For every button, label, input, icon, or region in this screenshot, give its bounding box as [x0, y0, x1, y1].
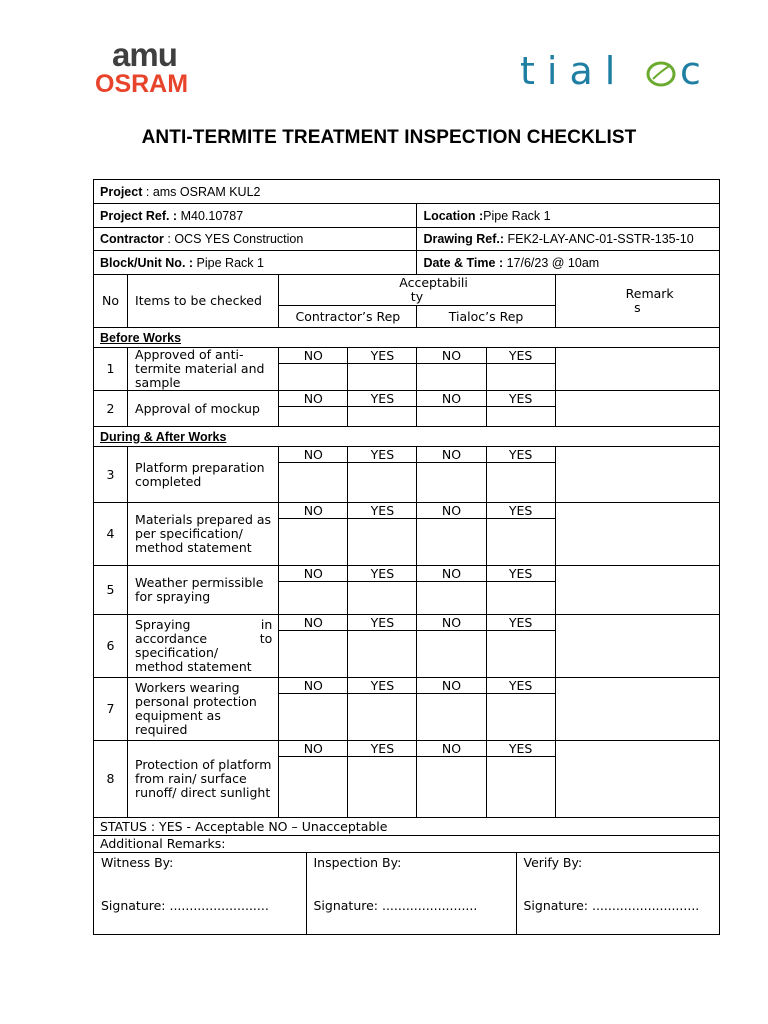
tialoc-no-option[interactable]: NO — [417, 348, 486, 364]
tialoc-no-option[interactable]: NO — [417, 391, 486, 407]
status-row — [94, 818, 720, 836]
item-row — [94, 348, 720, 364]
item-row — [94, 447, 720, 463]
section-before-works: Before Works — [94, 328, 720, 348]
project-ref-value: M40.10787 — [180, 208, 244, 223]
tialoc-no-option[interactable]: NO — [417, 447, 486, 463]
ams-logo-text: amu — [112, 36, 177, 73]
header-items: Items to be checked — [128, 275, 279, 328]
tialoc-logo-end: c — [680, 49, 701, 93]
inspection-signature-field[interactable]: Signature: ........................ — [313, 898, 478, 913]
tialoc-yes-check[interactable] — [486, 631, 555, 678]
ams-osram-logo — [95, 38, 225, 100]
item-row — [94, 678, 720, 694]
remarks-cell[interactable] — [555, 678, 719, 741]
tialoc-yes-check[interactable] — [486, 463, 555, 503]
item-text: Materials prepared as per specification/ method statement — [128, 503, 279, 566]
contractor-no-option[interactable]: NO — [279, 503, 348, 519]
contractor-value: : OCS YES Construction — [167, 232, 304, 246]
inspection-checklist-table — [93, 179, 720, 935]
contractor-yes-check[interactable] — [348, 582, 417, 615]
contractor-no-check[interactable] — [279, 757, 348, 818]
contractor-yes-check[interactable] — [348, 757, 417, 818]
signature-row — [94, 853, 720, 935]
header-no: No — [94, 275, 128, 328]
leaf-icon — [645, 59, 677, 87]
osram-logo-text: OSRAM — [95, 70, 189, 98]
item-text: Approved of anti-termite material and sample — [128, 348, 279, 391]
project-row — [94, 180, 720, 204]
contractor-no-option[interactable]: NO — [279, 615, 348, 631]
contractor-label: Contractor — [100, 232, 164, 246]
item-text-line: method statement — [135, 659, 252, 674]
project-ref-label: Project Ref. : — [100, 208, 178, 223]
verify-block[interactable] — [516, 853, 721, 934]
tialoc-no-option[interactable]: NO — [417, 678, 486, 694]
witness-signature-field[interactable]: Signature: ......................... — [101, 898, 269, 913]
project-label: Project — [100, 184, 143, 199]
contractor-yes-option[interactable]: YES — [348, 741, 417, 757]
remarks-cell[interactable] — [555, 391, 719, 427]
location-value: Pipe Rack 1 — [483, 208, 551, 223]
tialoc-yes-option[interactable]: YES — [486, 678, 555, 694]
tialoc-no-option[interactable]: NO — [417, 615, 486, 631]
tialoc-no-check[interactable] — [417, 463, 486, 503]
column-header-row — [94, 275, 720, 306]
item-text: Platform preparation completed — [128, 447, 279, 503]
additional-remarks-label[interactable]: Additional Remarks: — [94, 836, 720, 853]
verify-signature-field[interactable]: Signature: ........................... — [523, 898, 700, 913]
tialoc-no-check[interactable] — [417, 407, 486, 427]
block-value: Pipe Rack 1 — [196, 255, 264, 270]
item-number: 7 — [94, 678, 128, 741]
item-text-line: Spraying in — [135, 617, 273, 632]
contractor-no-option[interactable]: NO — [279, 391, 348, 407]
header-contractor-rep: Contractor’s Rep — [279, 306, 417, 328]
tialoc-no-check[interactable] — [417, 757, 486, 818]
contractor-no-option[interactable]: NO — [279, 447, 348, 463]
contractor-yes-option[interactable]: YES — [348, 348, 417, 364]
drawing-ref-cell — [417, 228, 720, 251]
contractor-no-option[interactable]: NO — [279, 678, 348, 694]
tialoc-yes-option[interactable]: YES — [486, 503, 555, 519]
item-text-line: accordance to — [135, 631, 273, 646]
signature-table — [94, 853, 721, 934]
contractor-yes-option[interactable]: YES — [348, 615, 417, 631]
section-during-after-works: During & After Works — [94, 427, 720, 447]
item-number: 6 — [94, 615, 128, 678]
tialoc-yes-check[interactable] — [486, 407, 555, 427]
item-number: 3 — [94, 447, 128, 503]
item-row — [94, 566, 720, 582]
location-cell — [417, 204, 720, 228]
block-cell — [94, 251, 417, 275]
verify-label: Verify By: — [523, 855, 583, 870]
additional-remarks-row — [94, 836, 720, 853]
project-cell — [94, 180, 720, 204]
contractor-no-option[interactable]: NO — [279, 566, 348, 582]
tialoc-no-option[interactable]: NO — [417, 503, 486, 519]
contractor-cell — [94, 228, 417, 251]
remarks-cell[interactable] — [555, 566, 719, 615]
drawing-ref-value: FEK2-LAY-ANC-01-SSTR-135-10 — [507, 232, 694, 246]
tialoc-no-check[interactable] — [417, 694, 486, 741]
section-before-row — [94, 328, 720, 348]
header-acceptability: Acceptabili ty — [279, 275, 555, 306]
witness-label: Witness By: — [101, 855, 174, 870]
contractor-yes-check[interactable] — [348, 519, 417, 566]
contractor-no-check[interactable] — [279, 407, 348, 427]
item-number: 5 — [94, 566, 128, 615]
item-text: Weather permissible for spraying — [128, 566, 279, 615]
drawing-ref-label: Drawing Ref.: — [423, 232, 505, 246]
tialoc-no-check[interactable] — [417, 519, 486, 566]
item-row — [94, 741, 720, 757]
project-value: : ams OSRAM KUL2 — [145, 184, 261, 199]
remarks-cell[interactable] — [555, 447, 719, 503]
contractor-yes-check[interactable] — [348, 407, 417, 427]
tialoc-yes-option[interactable]: YES — [486, 566, 555, 582]
contractor-no-check[interactable] — [279, 631, 348, 678]
item-row — [94, 503, 720, 519]
remarks-cell[interactable] — [555, 348, 719, 391]
date-cell — [417, 251, 720, 275]
inspection-block[interactable] — [306, 853, 516, 934]
contractor-yes-check[interactable] — [348, 463, 417, 503]
section-during-row — [94, 427, 720, 447]
page-title: ANTI-TERMITE TREATMENT INSPECTION CHECKLIST — [141, 127, 637, 148]
tialoc-yes-check[interactable] — [486, 582, 555, 615]
block-label: Block/Unit No. : — [100, 255, 194, 270]
item-text — [128, 615, 279, 678]
tialoc-yes-check[interactable] — [486, 519, 555, 566]
contractor-no-check[interactable] — [279, 582, 348, 615]
witness-block[interactable] — [94, 853, 306, 934]
header-tialoc-rep: Tialoc’s Rep — [417, 306, 555, 328]
tialoc-logo — [520, 48, 710, 96]
contractor-no-check[interactable] — [279, 519, 348, 566]
signature-container — [94, 853, 720, 935]
contractor-yes-check[interactable] — [348, 694, 417, 741]
item-text: Approval of mockup — [128, 391, 279, 427]
item-number: 8 — [94, 741, 128, 818]
contractor-row — [94, 228, 720, 251]
tialoc-no-check[interactable] — [417, 582, 486, 615]
remarks-cell[interactable] — [555, 503, 719, 566]
tialoc-yes-check[interactable] — [486, 757, 555, 818]
tialoc-yes-option[interactable]: YES — [486, 615, 555, 631]
contractor-no-check[interactable] — [279, 463, 348, 503]
project-ref-cell — [94, 204, 417, 228]
project-ref-row — [94, 204, 720, 228]
item-text: Protection of platform from rain/ surface runoff/ direct sunlight — [128, 741, 279, 818]
remarks-cell[interactable] — [555, 615, 719, 678]
date-value: 17/6/23 @ 10am — [506, 255, 600, 270]
item-row — [94, 391, 720, 407]
contractor-no-check[interactable] — [279, 694, 348, 741]
contractor-yes-check[interactable] — [348, 631, 417, 678]
tialoc-yes-option[interactable]: YES — [486, 741, 555, 757]
contractor-no-option[interactable]: NO — [279, 348, 348, 364]
status-legend: STATUS : YES - Acceptable NO – Unacceptable — [94, 818, 720, 836]
tialoc-yes-option[interactable]: YES — [486, 391, 555, 407]
item-number: 2 — [94, 391, 128, 427]
inspection-label: Inspection By: — [313, 855, 402, 870]
tialoc-yes-check[interactable] — [486, 364, 555, 391]
tialoc-no-option[interactable]: NO — [417, 566, 486, 582]
contractor-yes-option[interactable]: YES — [348, 447, 417, 463]
contractor-yes-option[interactable]: YES — [348, 678, 417, 694]
contractor-yes-check[interactable] — [348, 364, 417, 391]
header-remarks: Remark s — [555, 275, 719, 328]
remarks-cell[interactable] — [555, 741, 719, 818]
contractor-no-option[interactable]: NO — [279, 741, 348, 757]
item-row — [94, 615, 720, 631]
tialoc-no-check[interactable] — [417, 364, 486, 391]
tialoc-yes-option[interactable]: YES — [486, 348, 555, 364]
tialoc-yes-option[interactable]: YES — [486, 447, 555, 463]
tialoc-no-check[interactable] — [417, 631, 486, 678]
item-text-line: specification/ — [135, 645, 219, 660]
item-text: Workers wearing personal protection equipment as required — [128, 678, 279, 741]
contractor-no-check[interactable] — [279, 364, 348, 391]
block-row — [94, 251, 720, 275]
tialoc-no-option[interactable]: NO — [417, 741, 486, 757]
tialoc-yes-check[interactable] — [486, 694, 555, 741]
item-number: 4 — [94, 503, 128, 566]
contractor-yes-option[interactable]: YES — [348, 566, 417, 582]
date-label: Date & Time : — [423, 255, 504, 270]
contractor-yes-option[interactable]: YES — [348, 391, 417, 407]
location-label: Location : — [423, 208, 484, 223]
tialoc-logo-text: tial — [520, 49, 628, 93]
contractor-yes-option[interactable]: YES — [348, 503, 417, 519]
item-number: 1 — [94, 348, 128, 391]
